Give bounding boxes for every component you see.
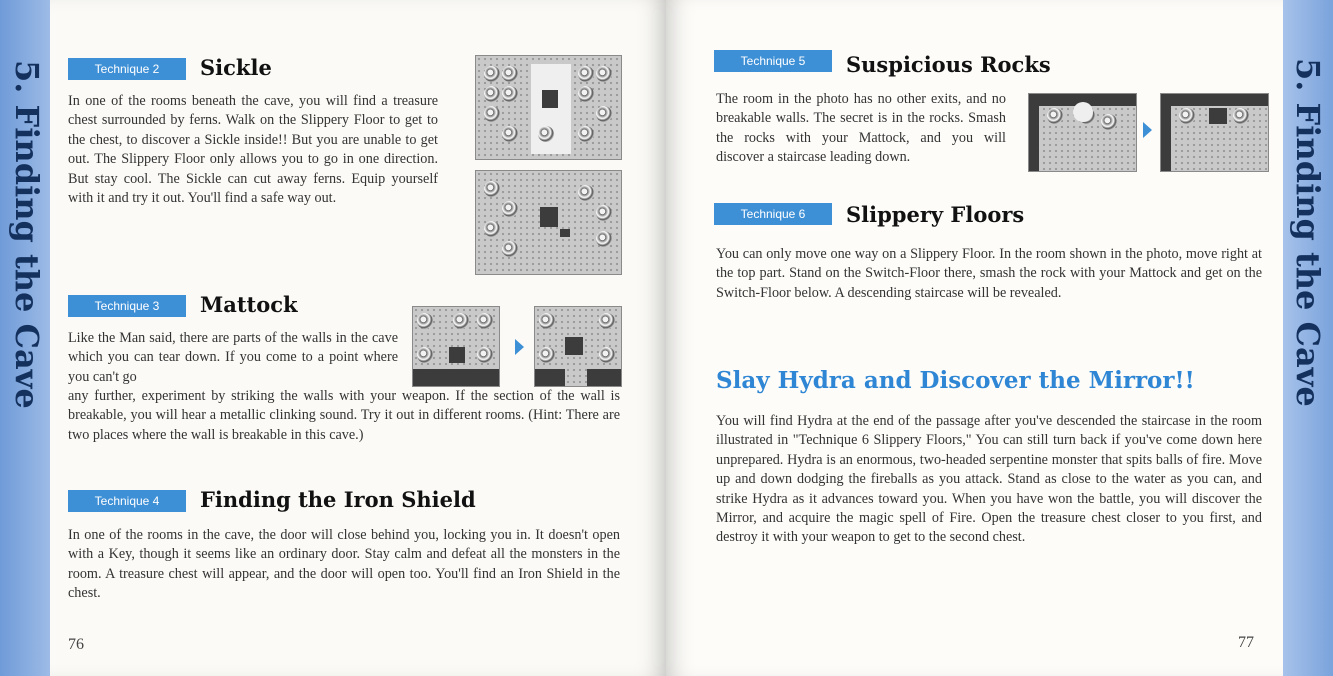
technique-5-body: The room in the photo has no other exits, and no breakable walls. The secret is in the rocks. Smash the rocks with your Mattock, and you will discover a staircase leading down. [716, 91, 1006, 166]
right-side-tab-label: 5. Finding the Cave [1289, 58, 1327, 407]
technique-2-body: In one of the rooms beneath the cave, you will find a treasure chest surrounded by ferns. Walk on the Slippery Floor to get to the chest, to discover a Sickle inside!! But you are unable to get out. The Slippery Floor only allows you to go in one direction. But stay cool. The Sickle can cut away ferns. Equip yourself with it and try it out. You'll find a safe way out. [68, 93, 438, 207]
right-page [666, 0, 1283, 676]
left-page-number: 76 [68, 636, 84, 653]
left-side-tab-label: 5. Finding the Cave [8, 60, 46, 409]
technique-4-badge: Technique 4 [68, 490, 186, 512]
rocks-arrow-icon [1143, 122, 1152, 138]
right-side-tab [1283, 0, 1333, 676]
hydra-heading: Slay Hydra and Discover the Mirror!! [716, 367, 1195, 394]
technique-3-body: any further, experiment by striking the walls with your weapon. If the section of the wall is breakable, you will hear a metallic clinking sound. Try it out in different rooms. (Hint: There are two places where the wall is breakable in this cave.) [68, 388, 620, 443]
left-page [50, 0, 666, 676]
left-side-tab [0, 0, 50, 676]
hydra-body: You will find Hydra at the end of the passage after you've descended the staircase in the room illustrated in "Technique 6 Slippery Floors," You can still turn back if you've come down here unprepared. Hydra is an enormous, two-headed serpentine monster that spits balls of fire. Move up and down dodging the fireballs as you attack. Stand as close to the water as you can, and strike Hydra as it advances toward you. When you have won the battle, you will discover the Mirror, and acquire the magic spell of Fire. Open the treasure chest closer to you first, and destroy it with your weapon to get to the second chest. [716, 413, 1262, 546]
mattock-screenshot-after [534, 306, 622, 387]
technique-6-body: You can only move one way on a Slippery Floor. In the room shown in the photo, move right at the top part. Stand on the Switch-Floor there, smash the rock with your Mattock and get on the Switch-Floor below. A descending staircase will be revealed. [716, 246, 1262, 301]
rocks-screenshot-after [1160, 93, 1269, 172]
technique-4-title: Finding the Iron Shield [200, 487, 476, 512]
technique-3-body-intro: Like the Man said, there are parts of the walls in the cave which you can tear down. If you come to a point where you can't go [68, 330, 398, 385]
sickle-screenshot-2 [475, 170, 622, 275]
mattock-screenshot-before [412, 306, 500, 387]
technique-5-title: Suspicious Rocks [846, 52, 1051, 77]
technique-2-badge: Technique 2 [68, 58, 186, 80]
technique-6-badge: Technique 6 [714, 203, 832, 225]
technique-6-title: Slippery Floors [846, 202, 1025, 227]
sickle-screenshot-1 [475, 55, 622, 160]
technique-3-badge: Technique 3 [68, 295, 186, 317]
technique-2-title: Sickle [200, 55, 272, 80]
mattock-arrow-icon [515, 339, 524, 355]
technique-3-title: Mattock [200, 292, 298, 317]
rocks-screenshot-before [1028, 93, 1137, 172]
right-page-number: 77 [1238, 634, 1254, 651]
technique-5-badge: Technique 5 [714, 50, 832, 72]
technique-4-body: In one of the rooms in the cave, the door will close behind you, locking you in. It doesn't open with a Key, though it seems like an ordinary door. Stay calm and defeat all the monsters in the room. A treasure chest will appear, and the door will open too. You'll find an Iron Shield in the chest. [68, 527, 620, 602]
